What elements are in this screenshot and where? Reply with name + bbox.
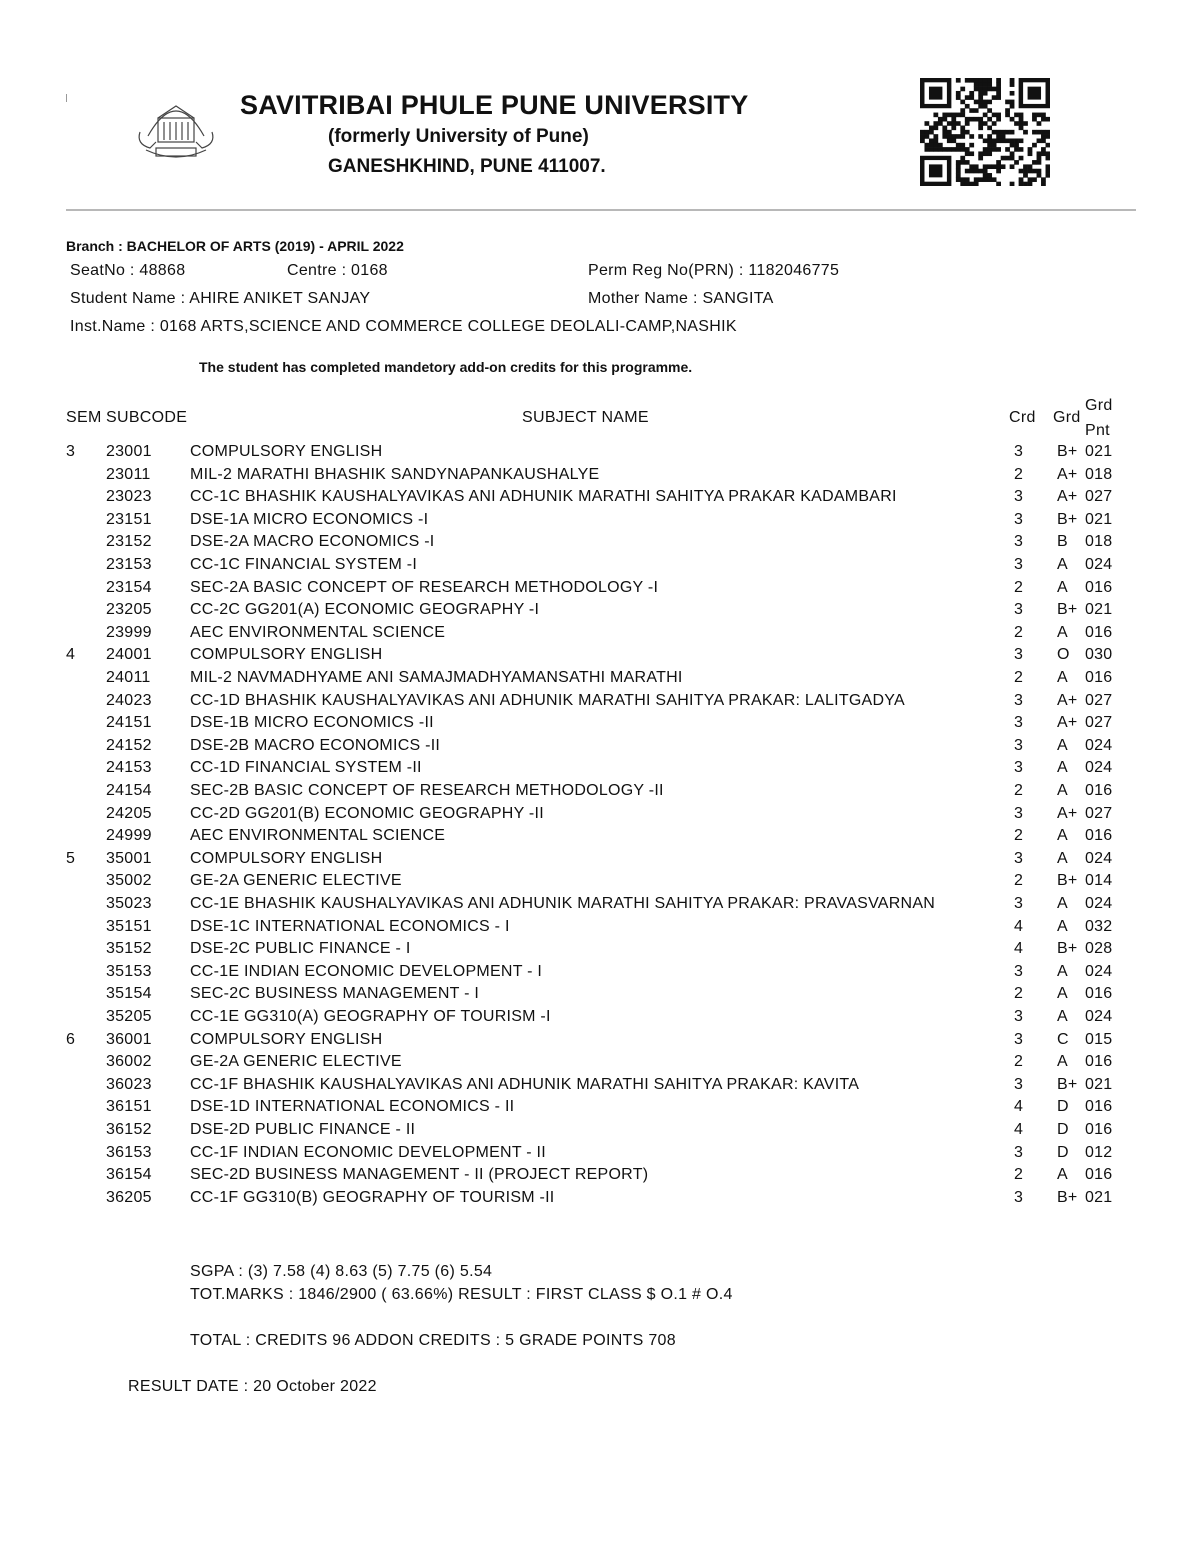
row-grade-points: 021 (1085, 1188, 1113, 1206)
row-subcode: 36205 (106, 1188, 152, 1206)
row-subcode: 24154 (106, 782, 152, 799)
total-marks-line: TOT.MARKS : 1846/2900 ( 63.66%) RESULT : FIRST CLASS $ O.1 # O.4 (190, 1286, 733, 1303)
row-subcode: 35154 (106, 985, 152, 1003)
table-row (0, 488, 1200, 511)
row-subcode: 23154 (106, 578, 152, 596)
table-row (0, 737, 1200, 760)
mother-name: Mother Name : SANGITA (588, 290, 774, 307)
table-row (0, 782, 1200, 805)
row-credits: 2 (1014, 782, 1024, 799)
row-grade-points: 024 (1085, 1008, 1113, 1025)
row-subject-name: CC-1F INDIAN ECONOMIC DEVELOPMENT - II (190, 1143, 546, 1161)
row-grade-points: 024 (1085, 962, 1113, 980)
table-row (0, 1166, 1200, 1189)
row-grade: A (1057, 895, 1068, 912)
row-grade-points: 021 (1085, 601, 1113, 619)
row-grade: A+ (1057, 691, 1078, 709)
table-row (0, 1053, 1200, 1076)
row-grade: A (1057, 849, 1068, 867)
row-subcode: 35001 (106, 849, 152, 867)
row-sem: 5 (66, 849, 76, 867)
row-grade: B+ (1057, 872, 1078, 890)
row-subcode: 23151 (106, 510, 152, 528)
row-grade: A+ (1057, 714, 1078, 732)
row-credits: 2 (1014, 465, 1024, 483)
university-title: SAVITRIBAI PHULE PUNE UNIVERSITY (240, 90, 749, 120)
row-credits: 3 (1014, 804, 1024, 822)
university-subtitle: (formerly University of Pune) (328, 126, 589, 147)
row-grade-points: 024 (1085, 895, 1113, 912)
apostrophe-mark (66, 94, 67, 102)
university-emblem (134, 92, 218, 166)
row-subject-name: DSE-2A MACRO ECONOMICS -I (190, 533, 435, 551)
row-credits: 3 (1014, 556, 1024, 573)
row-subcode: 23999 (106, 623, 152, 641)
row-subcode: 23205 (106, 601, 152, 619)
table-row (0, 466, 1200, 489)
table-row (0, 601, 1200, 624)
row-grade-points: 030 (1085, 646, 1113, 664)
row-credits: 3 (1014, 646, 1024, 664)
row-subcode: 35205 (106, 1008, 152, 1025)
table-row (0, 918, 1200, 941)
perm-reg-no: Perm Reg No(PRN) : 1182046775 (588, 262, 840, 279)
row-grade-points: 024 (1085, 736, 1113, 754)
row-grade-points: 016 (1085, 623, 1113, 641)
table-row (0, 624, 1200, 647)
row-credits: 2 (1014, 623, 1024, 641)
row-grade: A (1057, 669, 1068, 686)
row-grade-points: 014 (1085, 872, 1113, 890)
row-subject-name: CC-1D BHASHIK KAUSHALYAVIKAS ANI ADHUNIK MARATHI SAHITYA PRAKAR: LALITGADYA (190, 691, 905, 709)
row-subcode: 35023 (106, 895, 152, 912)
row-subject-name: MIL-2 MARATHI BHASHIK SANDYNAPANKAUSHALYE (190, 465, 600, 483)
row-subject-name: CC-1C BHASHIK KAUSHALYAVIKAS ANI ADHUNIK MARATHI SAHITYA PRAKAR KADAMBARI (190, 488, 897, 506)
row-grade: B+ (1057, 443, 1078, 460)
row-subcode: 24205 (106, 804, 152, 822)
col-header-sem: SEM (66, 409, 102, 426)
row-subject-name: GE-2A GENERIC ELECTIVE (190, 872, 402, 890)
row-subcode: 24001 (106, 646, 152, 664)
student-name: Student Name : AHIRE ANIKET SANJAY (70, 290, 371, 307)
row-credits: 4 (1014, 1098, 1024, 1116)
row-credits: 3 (1014, 1143, 1024, 1161)
row-credits: 3 (1014, 510, 1024, 528)
row-credits: 2 (1014, 827, 1024, 845)
row-subject-name: DSE-1B MICRO ECONOMICS -II (190, 714, 434, 732)
row-sem: 4 (66, 646, 76, 664)
seat-no: SeatNo : 48868 (70, 262, 186, 279)
row-subcode: 36153 (106, 1143, 152, 1161)
table-row (0, 827, 1200, 850)
col-header-subcode: SUBCODE (106, 409, 188, 426)
row-credits: 4 (1014, 1121, 1024, 1138)
row-credits: 2 (1014, 872, 1024, 890)
row-grade-points: 016 (1085, 827, 1113, 845)
row-subcode: 23152 (106, 533, 152, 551)
row-grade-points: 016 (1085, 1098, 1113, 1116)
total-credits-line: TOTAL : CREDITS 96 ADDON CREDITS : 5 GRADE POINTS 708 (190, 1332, 676, 1349)
row-subject-name: SEC-2C BUSINESS MANAGEMENT - I (190, 985, 480, 1003)
row-subcode: 23153 (106, 556, 152, 573)
row-grade: A+ (1057, 465, 1078, 483)
row-subcode: 36001 (106, 1030, 152, 1048)
row-subject-name: COMPULSORY ENGLISH (190, 1030, 383, 1048)
row-credits: 3 (1014, 601, 1024, 619)
row-subject-name: DSE-1A MICRO ECONOMICS -I (190, 510, 429, 528)
row-subcode: 36151 (106, 1098, 152, 1116)
row-grade: B+ (1057, 601, 1078, 619)
row-grade: B+ (1057, 940, 1078, 958)
row-grade: A (1057, 759, 1068, 777)
row-credits: 4 (1014, 917, 1024, 935)
row-grade-points: 028 (1085, 940, 1113, 958)
row-grade: D (1057, 1143, 1069, 1161)
row-subject-name: CC-1E INDIAN ECONOMIC DEVELOPMENT - I (190, 962, 543, 980)
table-row (0, 1008, 1200, 1031)
row-subcode: 35152 (106, 940, 152, 958)
row-credits: 3 (1014, 533, 1024, 551)
row-grade: B (1057, 533, 1068, 551)
row-subject-name: CC-1F GG310(B) GEOGRAPHY OF TOURISM -II (190, 1188, 555, 1206)
row-subject-name: COMPULSORY ENGLISH (190, 443, 383, 460)
row-credits: 3 (1014, 962, 1024, 980)
row-subject-name: CC-1E GG310(A) GEOGRAPHY OF TOURISM -I (190, 1008, 551, 1025)
col-header-grd-pnt-top: Grd (1085, 397, 1113, 414)
table-row (0, 985, 1200, 1008)
row-credits: 3 (1014, 1030, 1024, 1048)
row-subject-name: MIL-2 NAVMADHYAME ANI SAMAJMADHYAMANSATHI MARATHI (190, 669, 683, 686)
table-row (0, 1098, 1200, 1121)
table-row (0, 692, 1200, 715)
row-grade-points: 015 (1085, 1030, 1113, 1048)
row-subcode: 35153 (106, 962, 152, 980)
row-grade-points: 021 (1085, 443, 1113, 460)
row-subcode: 35151 (106, 917, 152, 935)
row-grade: B+ (1057, 1188, 1078, 1206)
table-row (0, 646, 1200, 669)
row-grade-points: 018 (1085, 465, 1113, 483)
row-grade: B+ (1057, 1075, 1078, 1093)
row-grade: A (1057, 556, 1068, 573)
row-subject-name: COMPULSORY ENGLISH (190, 849, 383, 867)
table-row (0, 714, 1200, 737)
row-credits: 3 (1014, 759, 1024, 777)
table-row (0, 940, 1200, 963)
row-credits: 3 (1014, 849, 1024, 867)
row-grade-points: 027 (1085, 804, 1113, 822)
table-row (0, 1031, 1200, 1054)
row-grade: O (1057, 646, 1070, 664)
institute-name: Inst.Name : 0168 ARTS,SCIENCE AND COMMERCE COLLEGE DEOLALI-CAMP,NASHIK (70, 318, 737, 335)
row-credits: 3 (1014, 1075, 1024, 1093)
row-grade-points: 016 (1085, 985, 1113, 1003)
row-credits: 3 (1014, 736, 1024, 754)
row-subcode: 36002 (106, 1053, 152, 1071)
row-grade-points: 012 (1085, 1143, 1113, 1161)
qr-code (920, 78, 1050, 186)
col-header-subject-name: SUBJECT NAME (522, 409, 649, 426)
row-subcode: 23023 (106, 488, 152, 506)
row-subcode: 23001 (106, 443, 152, 460)
table-row (0, 533, 1200, 556)
row-grade-points: 024 (1085, 759, 1113, 777)
row-credits: 4 (1014, 940, 1024, 958)
row-grade: C (1057, 1030, 1069, 1048)
row-subject-name: CC-2C GG201(A) ECONOMIC GEOGRAPHY -I (190, 601, 540, 619)
row-subcode: 36023 (106, 1075, 152, 1093)
row-subcode: 24151 (106, 714, 152, 732)
row-subcode: 36152 (106, 1121, 152, 1138)
row-subcode: 24999 (106, 827, 152, 845)
row-credits: 3 (1014, 895, 1024, 912)
row-grade: D (1057, 1121, 1069, 1138)
row-credits: 3 (1014, 714, 1024, 732)
row-grade: A (1057, 827, 1068, 845)
row-subject-name: SEC-2D BUSINESS MANAGEMENT - II (PROJECT REPORT) (190, 1166, 649, 1184)
row-credits: 2 (1014, 1053, 1024, 1071)
row-subject-name: DSE-1D INTERNATIONAL ECONOMICS - II (190, 1098, 515, 1116)
row-grade-points: 021 (1085, 1075, 1113, 1093)
row-subcode: 24153 (106, 759, 152, 777)
row-subject-name: COMPULSORY ENGLISH (190, 646, 383, 664)
result-date: RESULT DATE : 20 October 2022 (128, 1378, 377, 1395)
row-subject-name: SEC-2B BASIC CONCEPT OF RESEARCH METHODOLOGY -II (190, 782, 664, 799)
row-grade: A (1057, 578, 1068, 596)
row-subject-name: DSE-2B MACRO ECONOMICS -II (190, 736, 441, 754)
row-grade-points: 018 (1085, 533, 1113, 551)
row-grade-points: 027 (1085, 714, 1113, 732)
row-subject-name: SEC-2A BASIC CONCEPT OF RESEARCH METHODOLOGY -I (190, 578, 659, 596)
row-credits: 3 (1014, 488, 1024, 506)
row-subcode: 24011 (106, 669, 151, 686)
table-row (0, 579, 1200, 602)
row-grade: A (1057, 1053, 1068, 1071)
row-subject-name: DSE-1C INTERNATIONAL ECONOMICS - I (190, 917, 510, 935)
row-subcode: 23011 (106, 465, 151, 483)
table-row (0, 669, 1200, 692)
row-subcode: 24152 (106, 736, 152, 754)
sgpa-line: SGPA : (3) 7.58 (4) 8.63 (5) 7.75 (6) 5.54 (190, 1263, 493, 1280)
table-row (0, 805, 1200, 828)
table-row (0, 850, 1200, 873)
row-grade-points: 016 (1085, 669, 1113, 686)
row-subject-name: AEC ENVIRONMENTAL SCIENCE (190, 623, 446, 641)
row-grade: A (1057, 623, 1068, 641)
header-divider (66, 209, 1136, 211)
row-grade: A (1057, 736, 1068, 754)
row-grade-points: 016 (1085, 782, 1113, 799)
row-grade: A (1057, 1166, 1068, 1184)
row-credits: 3 (1014, 691, 1024, 709)
centre: Centre : 0168 (287, 262, 388, 279)
row-grade-points: 032 (1085, 917, 1113, 935)
row-grade-points: 024 (1085, 849, 1113, 867)
row-subject-name: CC-1C FINANCIAL SYSTEM -I (190, 556, 418, 573)
row-grade: A+ (1057, 804, 1078, 822)
branch-line: Branch : BACHELOR OF ARTS (2019) - APRIL 2022 (66, 238, 404, 254)
row-credits: 2 (1014, 985, 1024, 1003)
row-grade-points: 016 (1085, 1166, 1113, 1184)
row-subject-name: GE-2A GENERIC ELECTIVE (190, 1053, 402, 1071)
table-row (0, 963, 1200, 986)
row-grade-points: 021 (1085, 510, 1113, 528)
row-grade-points: 016 (1085, 1121, 1113, 1138)
row-subject-name: DSE-2D PUBLIC FINANCE - II (190, 1121, 416, 1138)
row-grade-points: 016 (1085, 1053, 1113, 1071)
col-header-grd-pnt-bottom: Pnt (1085, 422, 1110, 439)
row-subject-name: CC-1E BHASHIK KAUSHALYAVIKAS ANI ADHUNIK MARATHI SAHITYA PRAKAR: PRAVASVARNAN (190, 895, 936, 912)
table-row (0, 1189, 1200, 1212)
table-row (0, 511, 1200, 534)
row-grade: B+ (1057, 510, 1078, 528)
col-header-grd: Grd (1053, 409, 1081, 426)
row-grade-points: 016 (1085, 578, 1113, 596)
row-grade: A+ (1057, 488, 1078, 506)
row-credits: 3 (1014, 1008, 1024, 1025)
row-grade: D (1057, 1098, 1069, 1116)
row-subject-name: CC-1D FINANCIAL SYSTEM -II (190, 759, 422, 777)
table-row (0, 443, 1200, 466)
table-row (0, 556, 1200, 579)
row-sem: 3 (66, 443, 76, 460)
table-row (0, 895, 1200, 918)
row-grade: A (1057, 1008, 1068, 1025)
addon-credits-note: The student has completed mandetory add-on credits for this programme. (199, 359, 693, 375)
row-grade: A (1057, 782, 1068, 799)
row-subcode: 35002 (106, 872, 152, 890)
row-grade-points: 024 (1085, 556, 1113, 573)
row-grade-points: 027 (1085, 691, 1113, 709)
row-sem: 6 (66, 1030, 76, 1048)
row-credits: 3 (1014, 1188, 1024, 1206)
row-subcode: 36154 (106, 1166, 152, 1184)
row-subject-name: AEC ENVIRONMENTAL SCIENCE (190, 827, 446, 845)
university-address: GANESHKHIND, PUNE 411007. (328, 156, 606, 177)
row-grade: A (1057, 985, 1068, 1003)
row-subject-name: DSE-2C PUBLIC FINANCE - I (190, 940, 411, 958)
row-credits: 3 (1014, 443, 1024, 460)
table-row (0, 1121, 1200, 1144)
row-subcode: 24023 (106, 691, 152, 709)
row-grade: A (1057, 962, 1068, 980)
row-grade: A (1057, 917, 1068, 935)
row-subject-name: CC-1F BHASHIK KAUSHALYAVIKAS ANI ADHUNIK MARATHI SAHITYA PRAKAR: KAVITA (190, 1075, 860, 1093)
table-row (0, 872, 1200, 895)
table-row (0, 759, 1200, 782)
row-credits: 2 (1014, 578, 1024, 596)
table-row (0, 1144, 1200, 1167)
row-credits: 2 (1014, 669, 1024, 686)
table-row (0, 1076, 1200, 1099)
row-credits: 2 (1014, 1166, 1024, 1184)
row-grade-points: 027 (1085, 488, 1113, 506)
col-header-crd: Crd (1009, 409, 1036, 426)
row-subject-name: CC-2D GG201(B) ECONOMIC GEOGRAPHY -II (190, 804, 544, 822)
